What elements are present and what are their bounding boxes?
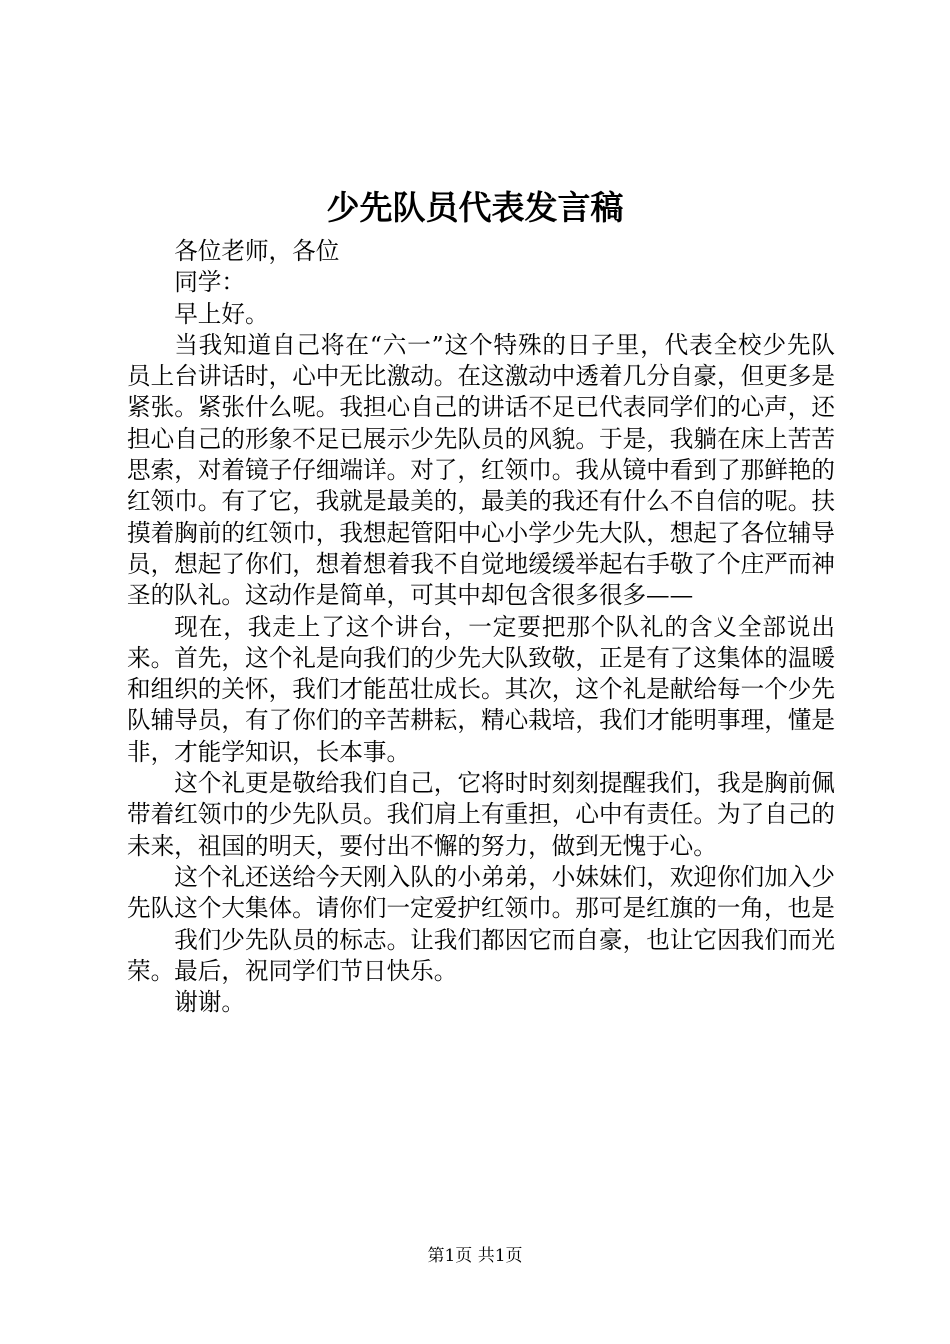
document-title: 少先队员代表发言稿 xyxy=(326,188,624,227)
page-footer: 第1页 共1页 xyxy=(427,1246,523,1266)
paragraph-5: 我们少先队员的标志。让我们都因它而自豪，也让它因我们而光荣。最后，祝同学们节日快乐。 xyxy=(127,925,835,985)
paragraph-3: 这个礼更是敬给我们自己，它将时时刻刻提醒我们，我是胸前佩带着红领巾的少先队员。我们肩上有重担，心中有责任。为了自己的未来，祖国的明天，要付出不懈的努力，做到无愧于心。 xyxy=(127,769,835,860)
paragraph-1: 当我知道自己将在“六一”这个特殊的日子里，代表全校少先队员上台讲话时，心中无比激动。在这激动中透着几分自豪，但更多是紧张。紧张什么呢。我担心自己的讲话不足已代表同学们的心声，还担心自己的形象不足已展示少先队员的风貌。于是，我躺在床上苦苦思索，对着镜子仔细端详。对了，红领巾。我从镜中看到了那鲜艳的红领巾。有了它，我就是最美的，最美的我还有什么不自信的呢。扶摸着胸前的红领巾，我想起管阳中心小学少先大队，想起了各位辅导员，想起了你们，想着想着我不自觉地缓缓举起右手敬了个庄严而神圣的队礼。这动作是简单，可其中却包含很多很多—— xyxy=(127,330,835,610)
paragraph-4: 这个礼还送给今天刚入队的小弟弟，小妹妹们，欢迎你们加入少先队这个大集体。请你们一定爱护红领巾。那可是红旗的一角，也是 xyxy=(127,862,835,923)
greeting-line-1: 各位老师，各位 xyxy=(174,237,340,265)
closing-line: 谢谢。 xyxy=(174,988,245,1017)
greeting-line-3: 早上好。 xyxy=(174,299,269,328)
paragraph-2: 现在，我走上了这个讲台，一定要把那个队礼的含义全部说出来。首先，这个礼是向我们的少先大队致敬，正是有了这集体的温暖和组织的关怀，我们才能茁壮成长。其次，这个礼是献给每一个少先队辅导员，有了你们的辛苦耕耘，精心栽培，我们才能明事理，懂是非，才能学知识，长本事。 xyxy=(127,612,835,766)
document-body xyxy=(127,236,835,1018)
greeting-line-2: 同学： xyxy=(174,268,245,297)
